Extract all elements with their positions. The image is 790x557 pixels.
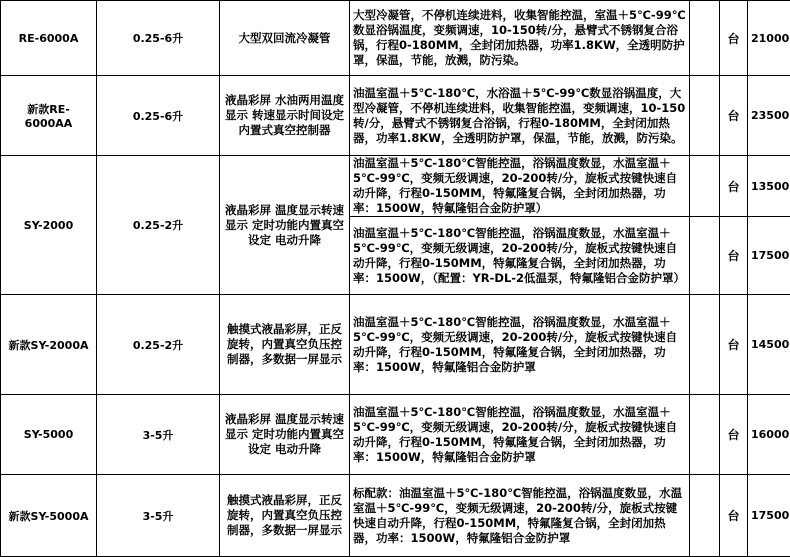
- model-cell: 新款RE-6000AA: [1, 76, 97, 156]
- description-cell: 油温室温＋5℃-180℃智能控温，浴锅温度数显，水温室温＋5℃-99℃，变频无级调速，20-200转/分，旋板式按键快速自动升降，行程0-150MM，特氟隆复合锅，全封闭加热器，功率：1500W，（配置：YR-DL-2低温泵，特氟隆铝合金防护罩）: [350, 217, 690, 295]
- price-cell: 17500: [748, 217, 790, 295]
- table-row: [1, 1, 790, 76]
- unit-cell: 台: [720, 295, 748, 395]
- unit-cell: 台: [720, 475, 748, 557]
- unit-cell: 台: [720, 76, 748, 156]
- price-cell: 23500: [748, 76, 790, 156]
- price-cell: 13500: [748, 156, 790, 217]
- capacity-cell: 0.25-2升: [97, 295, 220, 395]
- capacity-cell: 0.25-2升: [97, 156, 220, 295]
- blank-cell: [690, 156, 720, 217]
- model-cell: SY-5000: [1, 395, 97, 475]
- feature-cell: 液晶彩屏 温度显示转速显示 定时功能内置真空设定 电动升降: [220, 156, 350, 295]
- table-row: [1, 156, 790, 217]
- model-cell: RE-6000A: [1, 1, 97, 76]
- price-cell: 17500: [748, 475, 790, 557]
- capacity-cell: 3-5升: [97, 395, 220, 475]
- table-row: [1, 295, 790, 395]
- blank-cell: [690, 1, 720, 76]
- table-row: [1, 395, 790, 475]
- description-cell: 油温室温＋5℃-180℃智能控温，浴锅温度数显，水温室温＋5℃-99℃，变频无级调速，20-200转/分，旋板式按键快速自动升降，行程0-150MM，特氟隆复合锅，全封闭加热器，功率：1500W，特氟隆铝合金防护罩）: [350, 156, 690, 217]
- description-cell: 油温室温＋5℃-180℃，水浴温＋5℃-99℃数显浴锅温度，大型冷凝管，不停机连续进料，收集智能控温，变频调速，10-150转/分，悬臂式不锈钢复合浴锅，行程0-180MM，全封闭加热器，功率1.8KW，全透明防护罩，保温，节能，放溅，防污染。: [350, 76, 690, 156]
- blank-cell: [690, 217, 720, 295]
- model-cell: 新款SY-2000A: [1, 295, 97, 395]
- price-cell: 16000: [748, 395, 790, 475]
- feature-cell: 大型双回流冷凝管: [220, 1, 350, 76]
- model-cell: SY-2000: [1, 156, 97, 295]
- capacity-cell: 0.25-6升: [97, 76, 220, 156]
- description-cell: 油温室温＋5℃-180℃智能控温，浴锅温度数显，水温室温＋5℃-99℃，变频无级调速，20-200转/分，旋板式按键快速自动升降，行程0-150MM，特氟隆复合锅，全封闭加热器，功率：1500W，特氟隆铝合金防护罩: [350, 395, 690, 475]
- unit-cell: 台: [720, 1, 748, 76]
- price-cell: 14500: [748, 295, 790, 395]
- feature-cell: 液晶彩屏 水油两用温度显示 转速显示时间设定 内置式真空控制器: [220, 76, 350, 156]
- table-row: [1, 475, 790, 557]
- description-cell: 大型冷凝管，不停机连续进料，收集智能控温，室温＋5℃-99℃数显浴锅温度，变频调速，10-150转/分，悬臂式不锈钢复合浴锅，行程0-180MM，全封闭加热器，功率1.8KW，全透明防护罩，保温，节能，放溅，防污染。: [350, 1, 690, 76]
- feature-cell: 触摸式液晶彩屏，正反旋转，内置真空负压控制器，多数据一屏显示: [220, 475, 350, 557]
- unit-cell: 台: [720, 156, 748, 217]
- feature-cell: 液晶彩屏 温度显示转速显示 定时功能内置真空设定 电动升降: [220, 395, 350, 475]
- unit-cell: 台: [720, 217, 748, 295]
- capacity-cell: 3-5升: [97, 475, 220, 557]
- price-cell: 21000: [748, 1, 790, 76]
- description-cell: 油温室温＋5℃-180℃智能控温，浴锅温度数显，水温室温＋5℃-99℃，变频无级调速，20-200转/分，旋板式按键快速自动升降，行程0-150MM，特氟隆复合锅，全封闭加热器，功率：1500W，特氟隆铝合金防护罩: [350, 295, 690, 395]
- blank-cell: [690, 76, 720, 156]
- table-row: [1, 76, 790, 156]
- blank-cell: [690, 395, 720, 475]
- blank-cell: [690, 295, 720, 395]
- description-cell: 标配款：油温室温＋5℃-180℃智能控温，浴锅温度数显，水温室温＋5℃-99℃，变频无级调速，20-200转/分，旋板式按键快速自动升降，行程0-150MM，特氟隆复合锅，全封闭加热器，功率：1500W，特氟隆铝合金防护罩: [350, 475, 690, 557]
- feature-cell: 触摸式液晶彩屏，正反旋转，内置真空负压控制器，多数据一屏显示: [220, 295, 350, 395]
- unit-cell: 台: [720, 395, 748, 475]
- model-cell: 新款SY-5000A: [1, 475, 97, 557]
- capacity-cell: 0.25-6升: [97, 1, 220, 76]
- blank-cell: [690, 475, 720, 557]
